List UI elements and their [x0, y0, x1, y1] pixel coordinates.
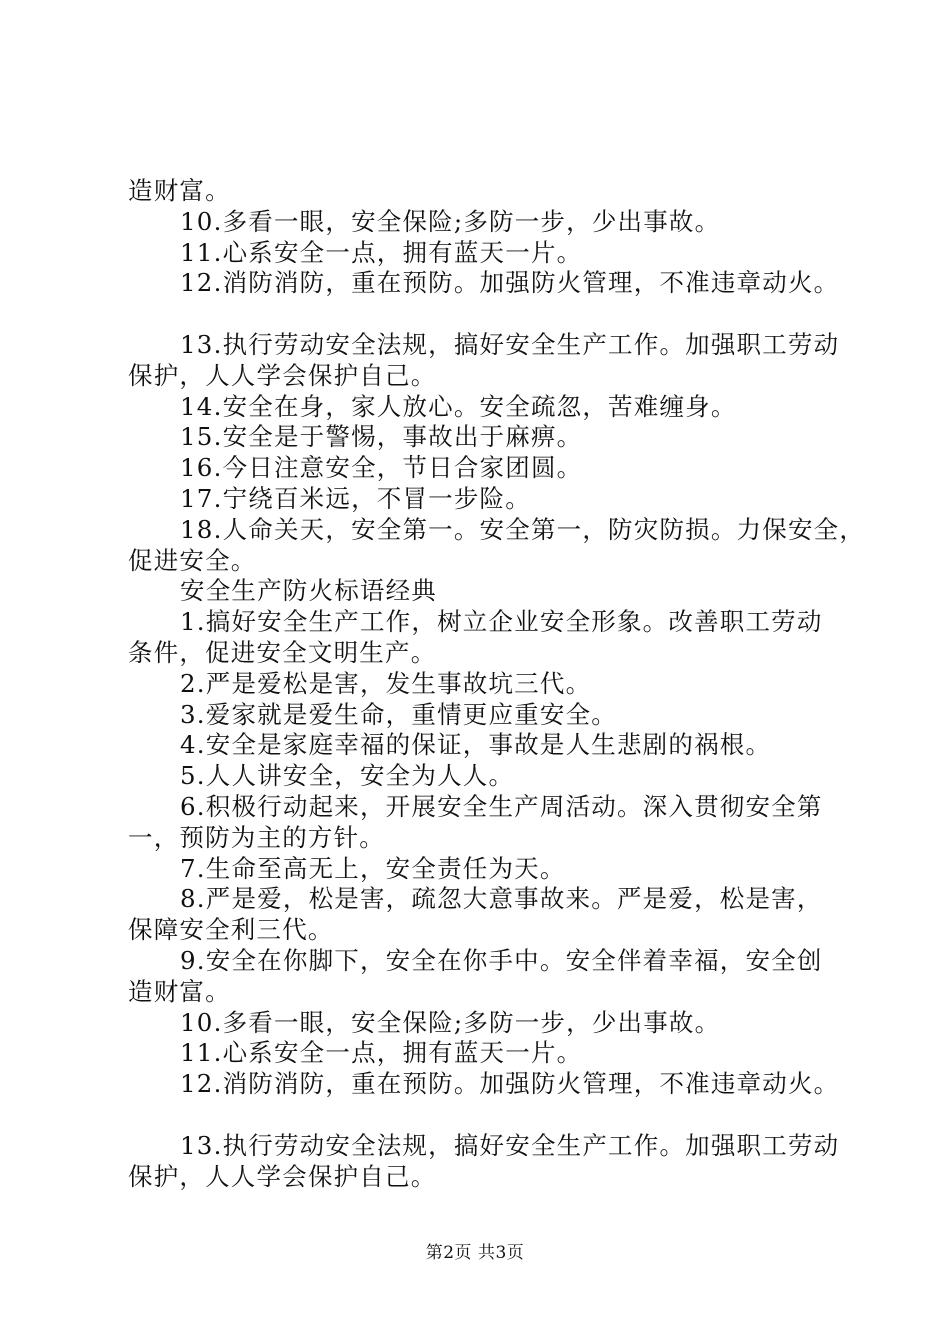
text-line: 10.多看一眼，安全保险;多防一步，少出事故。: [180, 206, 721, 236]
text-line: 造财富。: [128, 176, 231, 205]
text-line: 3.爱家就是爱生命，重情更应重安全。: [180, 699, 617, 729]
text-line: 11.心系安全一点，拥有蓝天一片。: [180, 1038, 583, 1068]
text-line: 8.严是爱，松是害，疏忽大意事故来。严是爱，松是害，: [180, 884, 823, 914]
text-line: 17.宁绕百米远，不冒一步险。: [180, 483, 531, 513]
page-footer: 第2页 共3页: [425, 1243, 525, 1263]
text-line: 9.安全在你脚下，安全在你手中。安全伴着幸福，安全创: [180, 945, 823, 975]
text-line: 保护，人人学会保护自己。: [128, 1161, 437, 1191]
text-line: 11.心系安全一点，拥有蓝天一片。: [180, 237, 583, 267]
text-line: 10.多看一眼，安全保险;多防一步，少出事故。: [180, 1007, 721, 1037]
text-line: 保障安全利三代。: [128, 915, 334, 945]
blank-line: [128, 1100, 838, 1131]
text-line: 造财富。: [128, 976, 231, 1006]
text-line: 13.执行劳动安全法规，搞好安全生产工作。加强职工劳动: [180, 1130, 840, 1160]
text-line: 2.严是爱松是害，发生事故坑三代。: [180, 668, 592, 698]
text-line: 一，预防为主的方针。: [128, 822, 385, 852]
text-line: 15.安全是于警惕，事故出于麻痹。: [180, 422, 583, 452]
text-line: 13.执行劳动安全法规，搞好安全生产工作。加强职工劳动: [180, 329, 840, 359]
text-line: 7.生命至高无上，安全责任为天。: [180, 853, 566, 883]
text-line: 4.安全是家庭幸福的保证，事故是人生悲剧的祸根。: [180, 730, 772, 760]
text-line: 12.消防消防，重在预防。加强防火管理，不准违章动火。: [180, 268, 840, 298]
text-line: 16.今日注意安全，节日合家团圆。: [180, 453, 583, 483]
text-line: 14.安全在身，家人放心。安全疏忽，苦难缠身。: [180, 391, 737, 421]
text-line: 12.消防消防，重在预防。加强防火管理，不准违章动火。: [180, 1069, 840, 1099]
text-line: 条件，促进安全文明生产。: [128, 637, 437, 667]
text-line: 安全生产防火标语经典: [180, 576, 437, 606]
text-line: 1.搞好安全生产工作，树立企业安全形象。改善职工劳动: [180, 607, 823, 637]
blank-line: [128, 299, 838, 330]
text-line: 5.人人讲安全，安全为人人。: [180, 761, 515, 791]
text-line: 促进安全。: [128, 545, 257, 575]
text-line: 18.人命关天，安全第一。安全第一，防灾防损。力保安全，: [180, 514, 866, 544]
text-line: 6.积极行动起来，开展安全生产周活动。深入贯彻安全第: [180, 791, 823, 821]
document-body: [128, 176, 866, 1192]
text-line: 保护，人人学会保护自己。: [128, 360, 437, 390]
